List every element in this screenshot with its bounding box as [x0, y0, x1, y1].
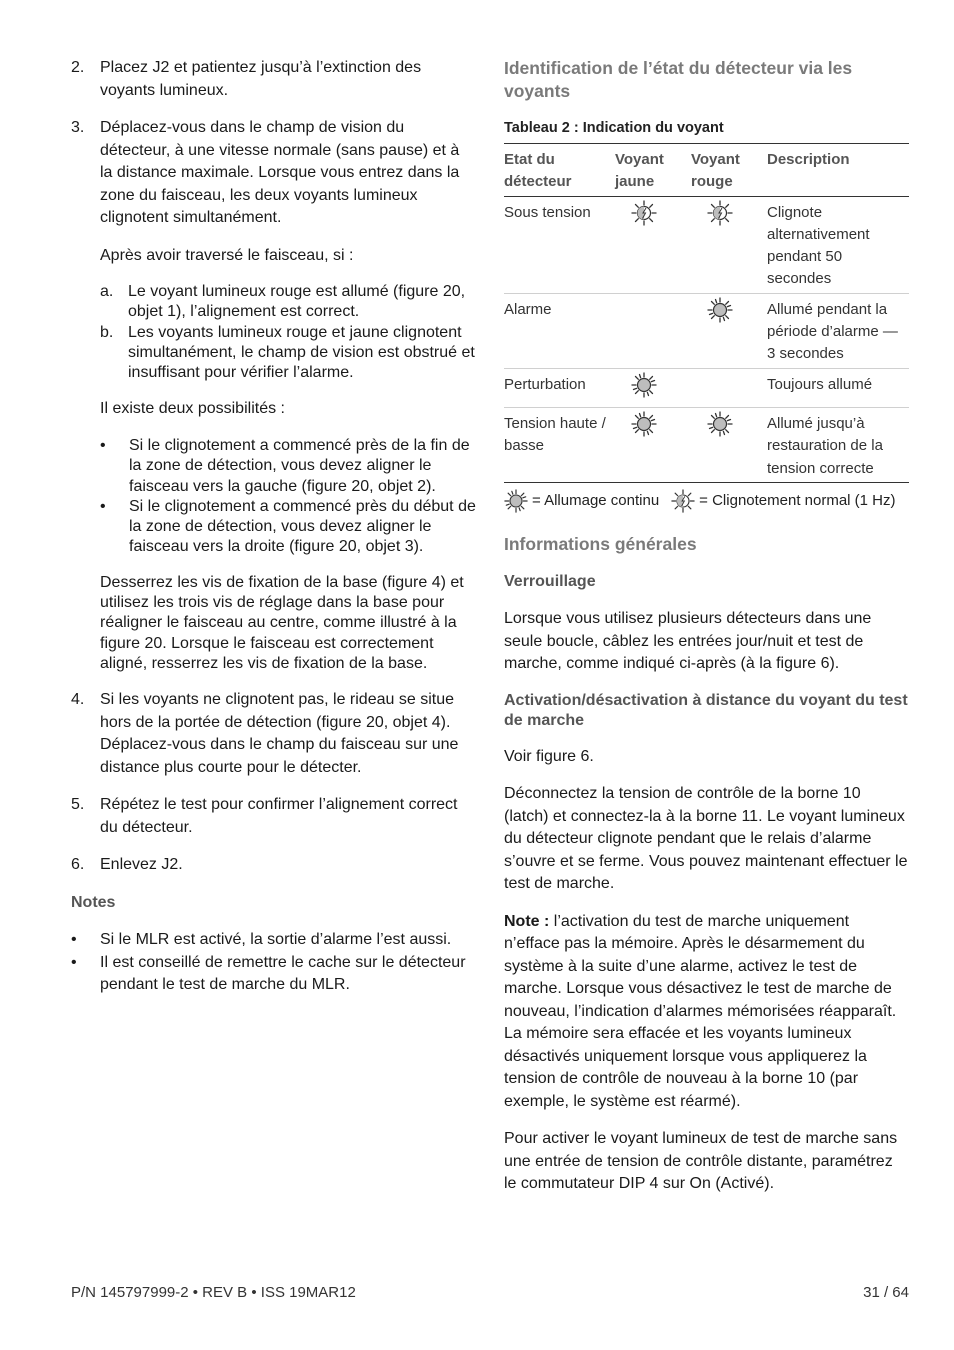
note-text: Si le MLR est activé, la sortie d’alarme l’est aussi.: [100, 931, 452, 949]
sub-list: [100, 282, 476, 383]
red-led-cell: [691, 407, 767, 482]
list-number: 6.: [71, 856, 85, 874]
yellow-led-cell: [615, 407, 691, 482]
description-cell: Allumé pendant la période d’alarme — 3 secondes: [767, 293, 909, 368]
blinking-light-icon: [671, 489, 695, 513]
state-cell: Perturbation: [504, 368, 615, 407]
steady-light-icon: [631, 372, 657, 398]
footer-page-number: 31 / 64: [863, 1284, 909, 1301]
note-body: l’activation du test de marche uniquement n’efface pas la mémoire. Après le désarmement du système à la suite d’une alarme, activez le test de marche. Lorsque vous désactivez le test de marche de nouveau, l’indication d’alarmes mémorisées réapparaît. La mémoire sera effacée et les voyants lumineux désactivés uniquement lorsque vous appliquerez la tension de contrôle de nouveau à la borne 10 (par exemple, le système est réarmé).: [504, 912, 897, 1110]
column-header-yellow: Voyant jaune: [615, 144, 691, 197]
note-text: Il est conseillé de remettre le cache sur le détecteur pendant le test de marche du MLR.: [100, 953, 466, 994]
list-number: 2.: [71, 59, 85, 76]
bullet-item: [100, 497, 476, 558]
list-text: Déplacez-vous dans le champ de vision du détecteur, à une vitesse normale (sans pause) et à la distance maximale. Lorsque vous entrez dans la zone du faisceau, les deux voyants lumineux clignotent simultanément.: [100, 119, 460, 226]
note-paragraph: [504, 911, 909, 1114]
red-led-cell: [691, 368, 767, 407]
description-cell: Allumé jusqu’à restauration de la tension correcte: [767, 407, 909, 482]
sub-text: Le voyant lumineux rouge est allumé (figure 20, objet 1), l’alignement est correct.: [128, 283, 466, 321]
note-item: [71, 929, 476, 952]
bullet-mark: •: [100, 436, 106, 454]
column-header-red: Voyant rouge: [691, 144, 767, 197]
note-item: [71, 952, 476, 997]
description-cell: Clignote alternativement pendant 50 secondes: [767, 196, 909, 293]
table-row: [504, 196, 909, 293]
legend-blink-text: = Clignotement normal (1 Hz): [699, 491, 896, 509]
list-number: 5.: [71, 796, 85, 814]
steady-light-icon: [707, 411, 733, 437]
section-heading-led-status: Identification de l’état du détecteur via les voyants: [504, 58, 853, 101]
left-column: [71, 57, 476, 1012]
yellow-led-cell: [615, 368, 691, 407]
table-header-row: [504, 144, 909, 197]
sub-mark: a.: [100, 283, 114, 300]
blinking-light-icon: [707, 200, 733, 226]
activate-text: Pour activer le voyant lumineux de test de marche sans une entrée de tension de contrôle distante, paramétrez le commutateur DIP 4 sur On (Activé).: [504, 1130, 898, 1193]
table-row: [504, 407, 909, 482]
column-header-state: Etat du détecteur: [504, 144, 615, 197]
description-cell: Toujours allumé: [767, 368, 909, 407]
list-text: Répétez le test pour confirmer l’alignement correct du détecteur.: [100, 796, 458, 836]
steady-light-icon: [504, 489, 528, 513]
state-cell: Tension haute / basse: [504, 407, 615, 482]
notes-heading: Notes: [71, 893, 116, 911]
sub-mark: b.: [100, 323, 114, 341]
list-item-6: [71, 854, 476, 877]
column-header-description: Description: [767, 144, 909, 197]
table-caption: Tableau 2 : Indication du voyant: [504, 120, 724, 136]
legend-steady-text: = Allumage continu: [532, 491, 660, 509]
state-cell: Alarme: [504, 293, 615, 368]
yellow-led-cell: [615, 293, 691, 368]
possibilities-text: Il existe deux possibilités :: [100, 400, 285, 418]
red-led-cell: [691, 196, 767, 293]
notes-list: [71, 929, 476, 997]
lock-heading: Verrouillage: [504, 572, 596, 590]
disconnect-text: Déconnectez la tension de contrôle de la borne 10 (latch) et connectez-la à la borne 11. Le voyant lumineux du détecteur clignote pendant que le relais d’alarme s’ouvre et se ferme. Vous pouvez maintenant effectuer le test de marche.: [504, 785, 908, 893]
list-number: 3.: [71, 119, 85, 136]
sub-item-a: [100, 282, 476, 323]
see-figure-text: Voir figure 6.: [504, 747, 594, 765]
state-cell: Sous tension: [504, 196, 615, 293]
table-row: [504, 293, 909, 368]
bullet-item: [100, 436, 476, 497]
loosen-screws-text: Desserrez les vis de fixation de la base (figure 4) et utilisez les trois vis de réglage dans la base pour réaligner le faisceau au centre, comme illustré à la figure 20. Lorsque le faisceau est correctement aligné, resserrez les vis de fixation de la base.: [100, 573, 464, 672]
bullet-mark: •: [100, 497, 106, 515]
section-heading-general-info: Informations générales: [504, 533, 697, 554]
list-number: 4.: [71, 691, 85, 709]
list-item-5: [71, 794, 476, 839]
sub-text: Les voyants lumineux rouge et jaune clignotent simultanément, le champ de vision est obstrué et insuffisant pour vérifier l’alarme.: [128, 323, 475, 382]
lock-text: Lorsque vous utilisez plusieurs détecteurs dans une seule boucle, câblez les entrées jour/nuit et test de marche, comme indiqué ci-après (à la figure 6).: [504, 610, 872, 673]
bullet-list: [100, 436, 476, 558]
table-row: [504, 368, 909, 407]
right-column: [504, 57, 909, 1211]
list-item-3: [71, 117, 476, 674]
footer-part-number: P/N 145797999-2 • REV B • ISS 19MAR12: [71, 1284, 356, 1301]
list-item-2: [71, 57, 476, 102]
yellow-led-cell: [615, 196, 691, 293]
bullet-text: Si le clignotement a commencé près de la fin de la zone de détection, vous devez aligner le faisceau vers la gauche (figure 20, objet 2).: [129, 436, 470, 495]
bullet-mark: •: [71, 953, 77, 971]
after-crossing-text: Après avoir traversé le faisceau, si :: [100, 246, 354, 264]
steady-light-icon: [631, 411, 657, 437]
note-label: Note :: [504, 912, 550, 930]
blinking-light-icon: [631, 200, 657, 226]
table-legend: [504, 489, 909, 513]
list-text: Placez J2 et patientez jusqu’à l’extinction des voyants lumineux.: [100, 59, 422, 99]
bullet-mark: •: [71, 931, 77, 949]
led-indication-table: [504, 143, 909, 483]
remote-heading: Activation/désactivation à distance du voyant du test de marche: [504, 691, 908, 729]
list-text: Enlevez J2.: [100, 856, 183, 874]
sub-item-b: [100, 323, 476, 384]
steady-light-icon: [707, 297, 733, 323]
list-text: Si les voyants ne clignotent pas, le rideau se situe hors de la portée de détection (figure 20, objet 4). Déplacez-vous dans le champ du faisceau sur une distance plus courte pour le détecter.: [100, 691, 459, 776]
red-led-cell: [691, 293, 767, 368]
bullet-text: Si le clignotement a commencé près du début de la zone de détection, vous devez aligner le faisceau vers la droite (figure 20, objet 3).: [129, 497, 476, 556]
list-item-4: [71, 689, 476, 779]
